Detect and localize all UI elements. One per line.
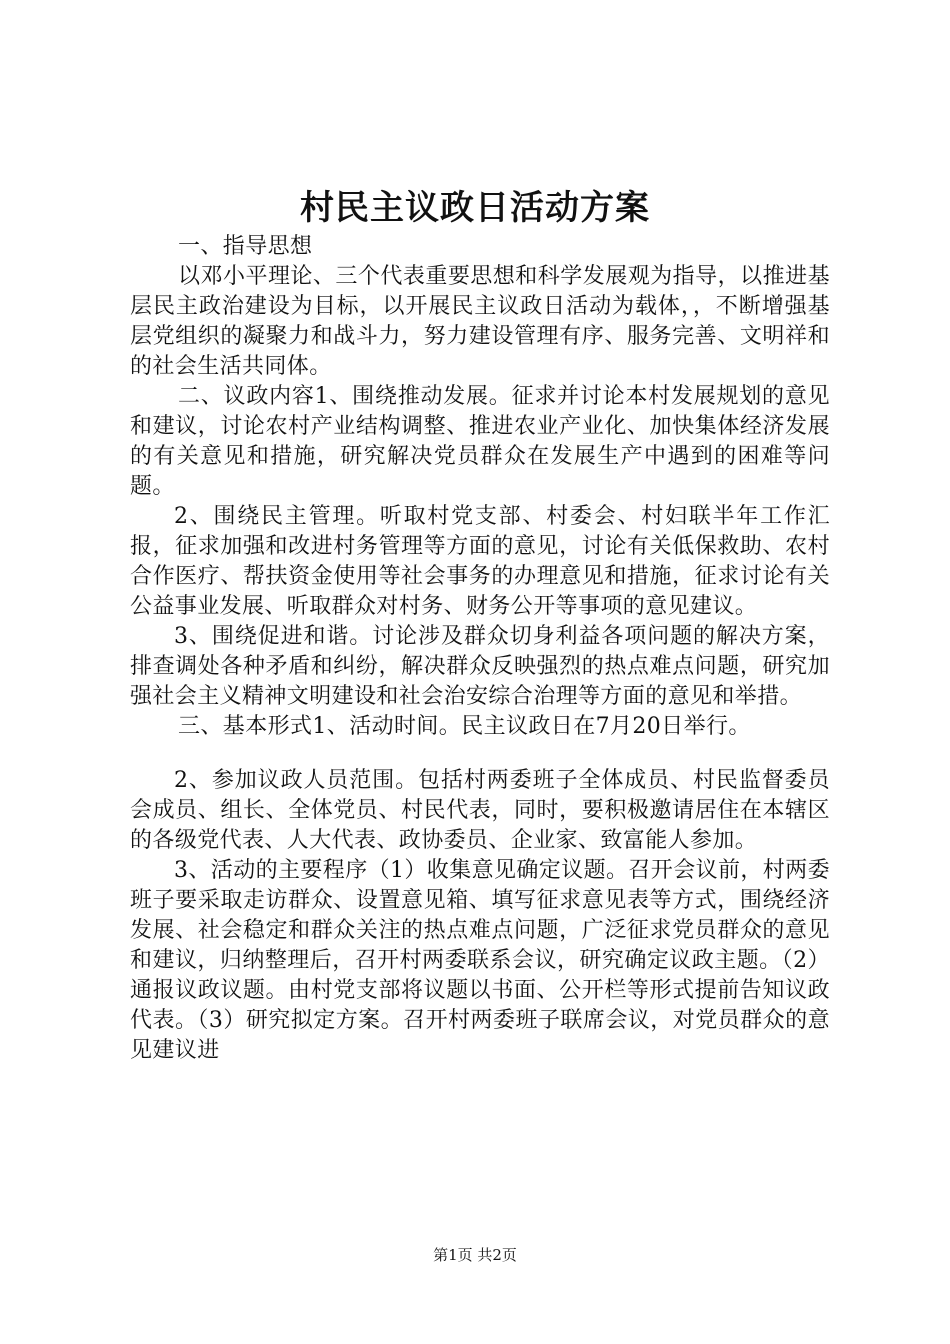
paragraph-guiding-ideology: 以邓小平理论、三个代表重要思想和科学发展观为指导，以推进基层民主政治建设为目标，以开展民主议政日活动为载体，，不断增强基层党组织的凝聚力和战斗力，努力建设管理有序、服务完善、文明祥和的社会生活共同体。 (130, 264, 830, 379)
paragraph-participants: 2、参加议政人员范围。包括村两委班子全体成员、村民监督委员会成员、组长、全体党员、村民代表，同时，要积极邀请居住在本辖区的各级党代表、人大代表、政协委员、企业家、致富能人参加。 (130, 768, 830, 853)
document-body (130, 232, 830, 1066)
document-title: 村民主议政日活动方案 (300, 188, 650, 228)
paragraph-democratic-management: 2、围绕民主管理。听取村党支部、村委会、村妇联半年工作汇报，征求加强和改进村务管理等方面的意见，讨论有关低保救助、农村合作医疗、帮扶资金使用等社会事务的办理意见和措施，征求讨论有关公益事业发展、听取群众对村务、财务公开等事项的意见建议。 (130, 504, 830, 619)
section-heading-guiding-ideology: 一、指导思想 (178, 234, 313, 259)
paragraph-promote-harmony: 3、围绕促进和谐。讨论涉及群众切身利益各项问题的解决方案，排查调处各种矛盾和纠纷，解决群众反映强烈的热点难点问题，研究加强社会主义精神文明建设和社会治安综合治理等方面的意见和举措。 (130, 624, 830, 709)
page-footer: 第1页 共2页 (433, 1246, 517, 1264)
paragraph-basic-form-time: 三、基本形式1、活动时间。民主议政日在7月20日举行。 (178, 714, 751, 739)
paragraph-discussion-content-development: 二、议政内容1、围绕推动发展。征求并讨论本村发展规划的意见和建议，讨论农村产业结构调整、推进农业产业化、加快集体经济发展的有关意见和措施，研究解决党员群众在发展生产中遇到的困难等问题。 (130, 384, 830, 499)
paragraph-main-procedure: 3、活动的主要程序（1）收集意见确定议题。召开会议前，村两委班子要采取走访群众、设置意见箱、填写征求意见表等方式，围绕经济发展、社会稳定和群众关注的热点难点问题，广泛征求党员群众的意见和建议，归纳整理后，召开村两委联系会议，研究确定议政主题。（2）通报议政议题。由村党支部将议题以书面、公开栏等形式提前告知议政代表。（3）研究拟定方案。召开村两委班子联席会议，对党员群众的意见建议进 (130, 858, 830, 1063)
